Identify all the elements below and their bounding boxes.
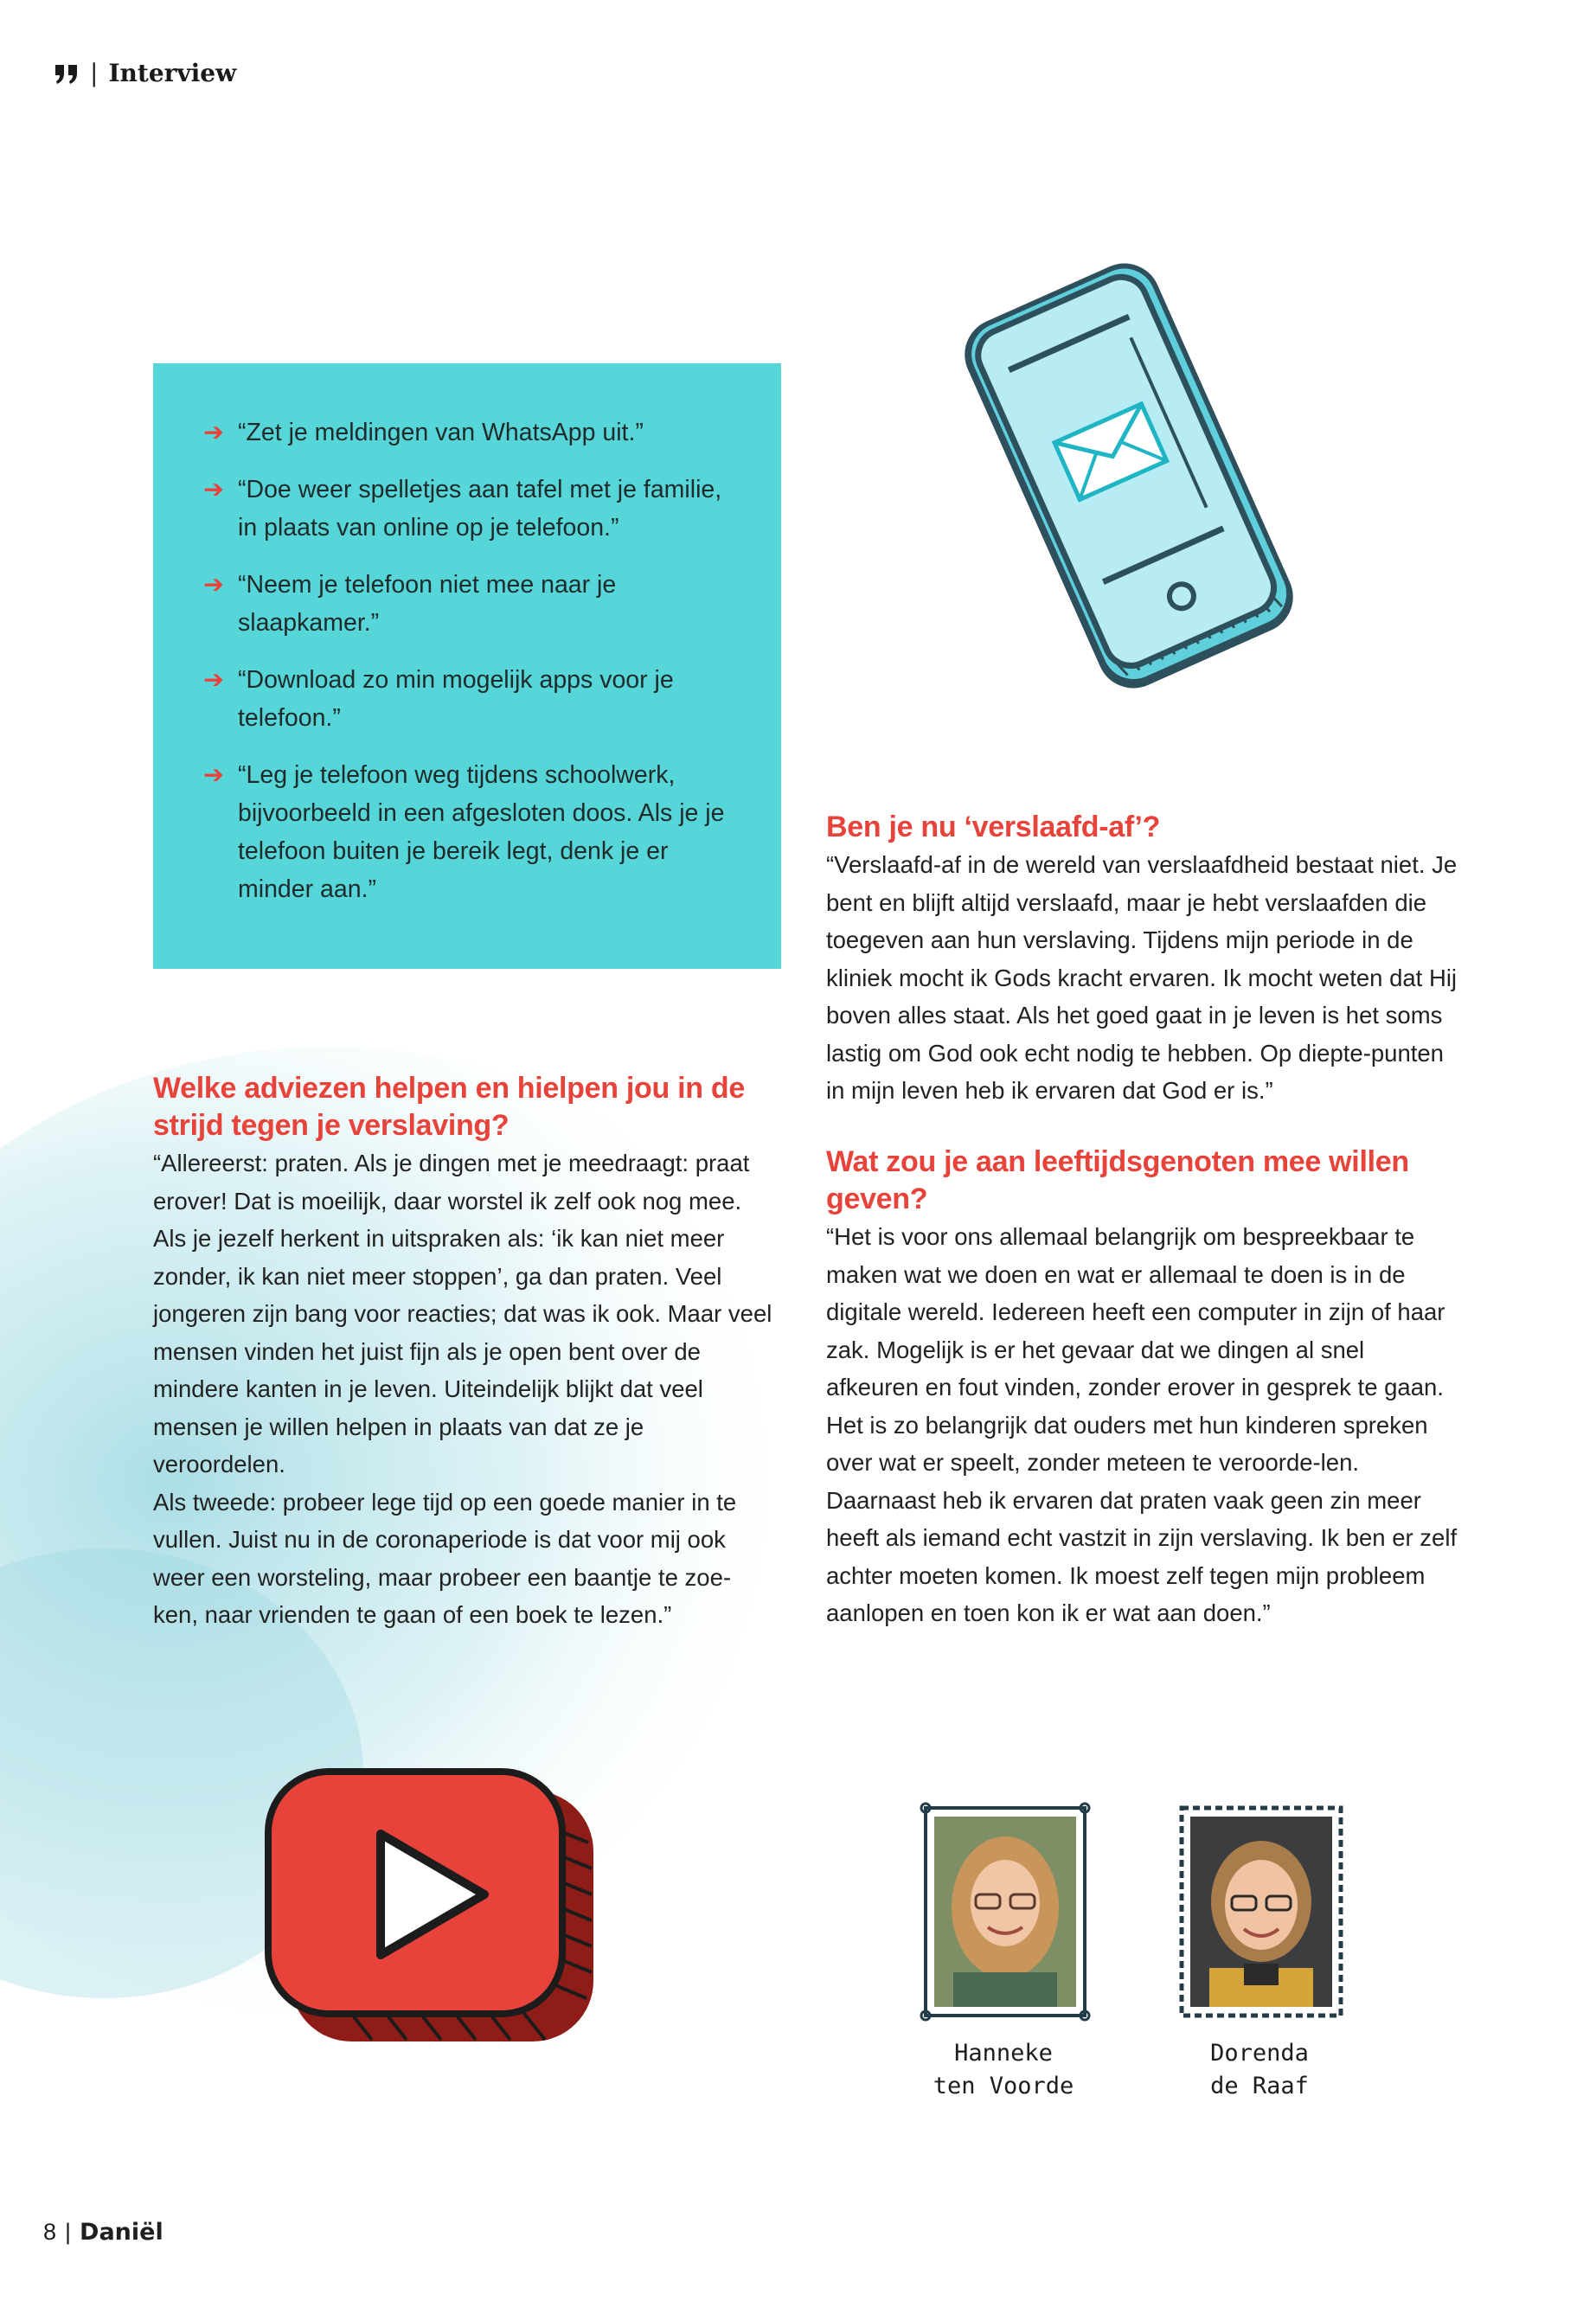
author-first-name: Hanneke — [954, 2040, 1053, 2067]
arrow-icon: ➔ — [203, 571, 224, 599]
section-heading: Welke adviezen helpen en hielpen jou in de strijd tegen je verslaving? — [153, 1072, 745, 1142]
play-button-illustration — [260, 1765, 614, 2059]
tip-item — [203, 471, 747, 547]
footer-divider: | — [65, 2219, 72, 2245]
article-section-addiction — [826, 809, 1462, 1110]
section-title: Interview — [108, 59, 237, 87]
arrow-icon: ➔ — [203, 476, 224, 503]
article-section-advice — [153, 1070, 772, 1634]
tips-box — [153, 363, 781, 969]
tip-text: “Zet je meldingen van WhatsApp uit.” — [238, 419, 644, 446]
page-number: 8 — [43, 2219, 57, 2245]
paragraph: “Verslaafd-af in de wereld van verslaafdheid bestaat niet. Je bent en blijft altijd verslaafd, maar je hebt verslaafden die toegeven aan hun verslaving. Tijdens mijn periode in de kliniek mocht ik Gods kracht ervaren. Ik mocht weten dat Hij boven alles staat. Als het goed gaat in je leven is het soms lastig om God ook echt nodig te hebben. Op diepte-punten in mijn leven heb ik ervaren dat God er is.” — [826, 851, 1458, 1104]
phone-illustration — [943, 251, 1315, 701]
arrow-icon: ➔ — [203, 666, 224, 694]
section-heading: Ben je nu ‘verslaafd-af’? — [826, 811, 1161, 843]
tip-item — [203, 413, 747, 452]
section-header — [54, 59, 236, 87]
tip-item — [203, 756, 747, 908]
tip-text: “Neem je telefoon niet mee naar je slaapkamer.” — [238, 571, 617, 637]
author-last-name: ten Voorde — [933, 2073, 1074, 2099]
quote-icon — [54, 61, 80, 86]
portrait-hanneke — [919, 1799, 1092, 2024]
tip-text: “Leg je telefoon weg tijdens schoolwerk, bijvoorbeeld in een afgesloten doos. Als je je telefoon buiten je bereik legt, denk je er minder aan.” — [238, 761, 725, 903]
author-last-name: de Raaf — [1210, 2073, 1309, 2099]
magazine-name: Daniël — [80, 2219, 163, 2246]
avatar — [919, 1799, 1092, 2024]
tip-item — [203, 566, 747, 642]
tip-item — [203, 661, 747, 737]
author-first-name: Dorenda — [1210, 2040, 1309, 2067]
header-divider: | — [90, 59, 99, 87]
tip-text: “Download zo min mogelijk apps voor je telefoon.” — [238, 666, 674, 732]
article-section-peers — [826, 1144, 1462, 1632]
author-caption — [900, 2037, 1107, 2103]
tip-text: “Doe weer spelletjes aan tafel met je familie, in plaats van online op je telefoon.” — [238, 476, 722, 542]
arrow-icon: ➔ — [203, 419, 224, 446]
paragraph: “Allereerst: praten. Als je dingen met je meedraagt: praat erover! Dat is moeilijk, daar worstel ik zelf ook nog mee. Als je jezelf herkent in uitspraken als: ‘ik kan niet meer zonder, ik kan niet meer stoppen’, ga dan praten. Veel jongeren zijn bang voor reacties; dat was ik ook. Maar veel mensen vinden het juist fijn als je open bent over de mindere kanten in je leven. Uiteindelijk blijkt dat veel mensen je willen helpen in plaats van dat ze je veroordelen. — [153, 1150, 772, 1477]
section-heading: Wat zou je aan leeftijdsgenoten mee willen geven? — [826, 1145, 1409, 1215]
tips-list — [153, 363, 781, 908]
paragraph: Als tweede: probeer lege tijd op een goede manier in te vullen. Juist nu in de coronaperiode is dat voor mij ook weer een worsteling, maar probeer een baantje te zoe-ken, naar vrienden te gaan of een boek te lezen.” — [153, 1488, 737, 1628]
arrow-icon: ➔ — [203, 761, 224, 789]
page-footer — [43, 2219, 163, 2246]
author-caption — [1156, 2037, 1363, 2103]
avatar — [1175, 1799, 1348, 2024]
portrait-dorenda — [1175, 1799, 1348, 2024]
paragraph: “Het is voor ons allemaal belangrijk om bespreekbaar te maken wat we doen en wat er allemaal te doen is in de digitale wereld. Iedereen heeft een computer in zijn of haar zak. Mogelijk is er het gevaar dat we dingen al snel afkeuren en fout vinden, zonder erover in gesprek te gaan. Het is zo belangrijk dat ouders met hun kinderen spreken over wat er speelt, zonder meteen te veroorde-len. Daarnaast heb ik ervaren dat praten vaak geen zin meer heeft als iemand echt vastzit in zijn verslaving. Ik ben er zelf achter moeten komen. Ik moest zelf tegen mijn probleem aanlopen en toen kon ik er wat aan doen.” — [826, 1223, 1458, 1626]
